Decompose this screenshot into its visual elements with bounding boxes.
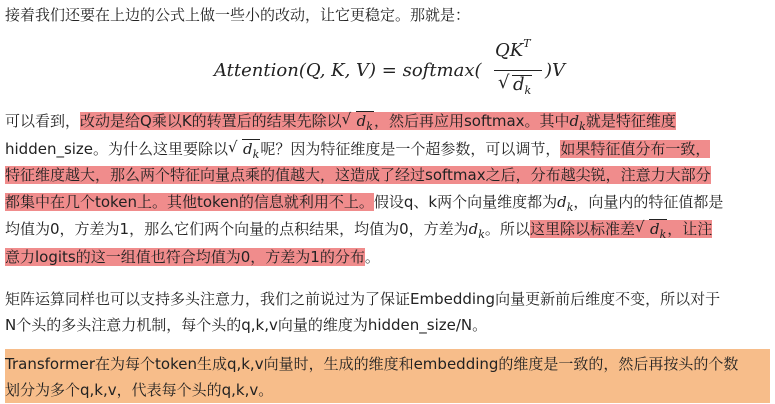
para2-line1: 矩阵运算同样也可以支持多头注意力，我们之前说过为了保证Embedding向量更新前后维度不变，所以对于 xyxy=(5,290,721,308)
den-var: d xyxy=(513,74,525,95)
para1-line6 xyxy=(5,244,770,270)
intro-text: 接着我们还要在上边的公式上做一些小的改动，让它更稳定。那就是： xyxy=(5,6,471,24)
numerator-text: QK xyxy=(495,40,524,61)
text-span: 均值为0，方差为1，那么它们两个向量的点积结果，均值为0，方差为 xyxy=(5,220,469,238)
highlight-red: 改动是给Q乘以K的转置后的结果先除以 √ $d_k$，然后再应用softmax。其中$d_k$就是特征维度 xyxy=(80,110,676,133)
para1-line2: hidden_size。为什么这里要除以 √ $d_k$呢？因为特征维度是一个超参数，可以调节，如果特征值分布一致， xyxy=(5,138,711,161)
highlight-red: 这里除以标准差 √ $d_k$，让注 xyxy=(529,218,713,241)
text-span: 。所以 xyxy=(484,220,530,238)
para3-line1: Transformer在为每个token生成q,k,v向量时，生成的维度和embedding的维度是一致的，然后再按头的个数 xyxy=(5,355,739,373)
highlight-red: 如果特征值分布一致， xyxy=(560,140,711,158)
attention-formula xyxy=(0,38,775,100)
para2-line2: N个头的多头注意力机制，每个头的q,k,v向量的维度为hidden_size/N。 xyxy=(5,316,488,334)
para1-line1 xyxy=(5,108,770,136)
formula-denominator xyxy=(498,74,532,96)
formula-numerator xyxy=(495,37,531,61)
text-span: ，让注 xyxy=(667,220,713,238)
text-span: 呢？因为特征维度是一个超参数，可以调节， xyxy=(260,140,561,158)
formula-lhs: Attention(Q, K, V) = softmax( xyxy=(214,60,482,81)
text-span: 这里除以标准差 xyxy=(529,220,635,238)
text-span: hidden_size。为什么这里要除以 xyxy=(5,140,229,158)
text-span: ，然后再应用softmax。其中 xyxy=(373,112,570,130)
para3-line2: 划分为多个q,k,v，代表每个头的q,k,v。 xyxy=(5,381,274,399)
text-span: 假设q、k两个向量维度都为 xyxy=(373,193,558,211)
para1-line3 xyxy=(5,162,770,188)
fraction-bar xyxy=(494,70,542,71)
para1-line5: 均值为0，方差为1，那么它们两个向量的点积结果，均值为0，方差为$d_k$。所以这里除以标准差 √ $d_k$，让注 xyxy=(5,218,713,241)
den-sub: k xyxy=(524,84,532,97)
text-span: 。 xyxy=(364,248,380,266)
highlight-red: 意力logits的这一组值也符合均值为0，方差为1的分布 xyxy=(5,248,365,266)
text-span: 就是特征维度 xyxy=(585,112,676,130)
text-span: ，向量内的特征值都是 xyxy=(573,193,724,211)
formula-rhs: )V xyxy=(545,60,566,81)
highlight-red: 特征维度越大，那么两个特征向量点乘的值越大，这造成了经过softmax之后，分布越尖锐，注意力大部分 xyxy=(5,166,711,184)
text-span: 改动是给Q乘以K的转置后的结果先除以 xyxy=(80,112,342,130)
highlight-red: 都集中在几个token上。其他token的信息就利用不上。 xyxy=(5,193,374,211)
sqrt-sign: √ xyxy=(498,72,510,93)
para1-line4: 都集中在几个token上。其他token的信息就利用不上。假设q、k两个向量维度都为$d_k$，向量内的特征值都是 xyxy=(5,193,724,214)
text-span: 可以看到， xyxy=(5,112,81,130)
numerator-superscript: T xyxy=(523,37,531,50)
